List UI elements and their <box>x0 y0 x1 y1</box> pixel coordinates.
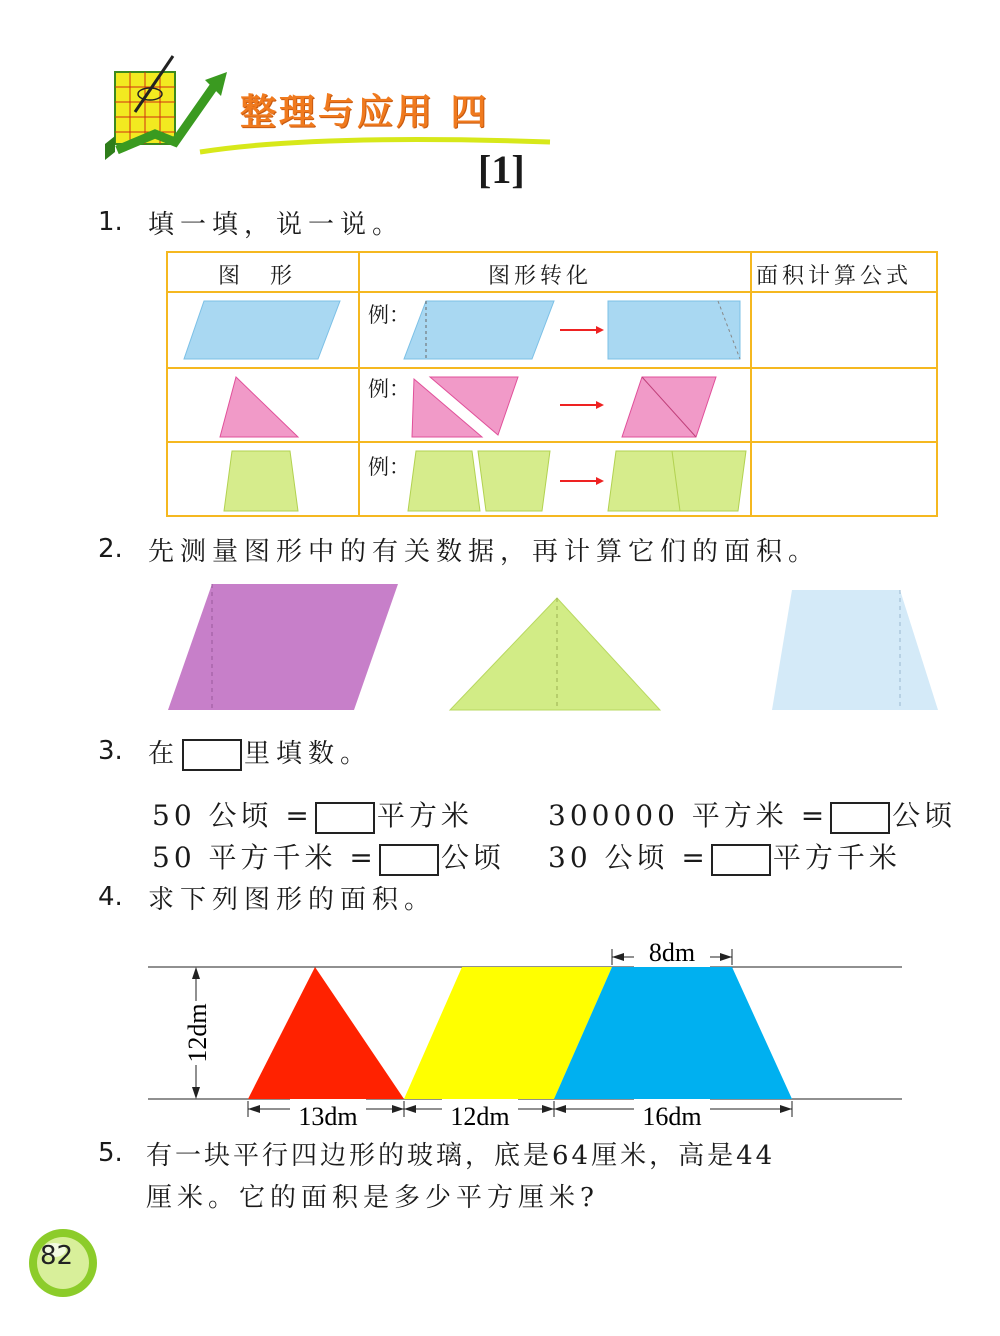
question-4-text: 求下列图形的面积。 <box>148 885 437 915</box>
example-label-row1: 例： <box>368 303 410 327</box>
table-header-formula: 面积计算公式 <box>756 264 913 289</box>
question-5-line2: 厘米。它的面积是多少平方厘米? <box>146 1183 599 1213</box>
conversion-1-left: 50 公顷 = <box>152 799 313 832</box>
label-height: 12dm <box>183 1003 212 1063</box>
conversion-4-unit: 平方千米 <box>772 841 901 874</box>
question-3-text <box>148 733 372 771</box>
label-base3: 16dm <box>642 1102 702 1131</box>
question-5-line1: 有一块平行四边形的玻璃，底是64厘米，高是44 <box>146 1141 776 1171</box>
conversion-1 <box>152 794 473 834</box>
answer-box-1[interactable] <box>315 802 375 834</box>
blue-trapezoid <box>772 590 938 710</box>
conversion-4-left: 30 公顷 = <box>548 841 709 874</box>
parallelogram-result-3 <box>608 451 746 511</box>
conversion-2 <box>548 794 956 834</box>
table-header-shape: 图 形 <box>218 264 297 289</box>
answer-box-3[interactable] <box>379 844 439 876</box>
lesson-number: [1] <box>478 147 525 192</box>
shape-conversion-table <box>166 251 938 517</box>
question-5-number: 5. <box>98 1138 123 1168</box>
rectangle-result <box>608 301 740 359</box>
conversion-2-left: 300000 平方米 = <box>548 799 829 832</box>
page-number: 82 <box>40 1241 74 1271</box>
example-label-row2: 例： <box>368 377 410 401</box>
conversion-3-unit: 公顷 <box>440 841 505 874</box>
parallelogram-shape <box>184 301 340 359</box>
label-top: 8dm <box>648 938 696 967</box>
table-header-conversion: 图形转化 <box>488 264 593 289</box>
example-label-row3: 例： <box>368 455 410 479</box>
conversion-3-left: 50 平方千米 = <box>152 841 377 874</box>
question-3-number: 3. <box>98 736 123 766</box>
question-1-number: 1. <box>98 207 123 237</box>
conversion-2-unit: 公顷 <box>892 799 957 832</box>
question-3-text-before: 在 <box>148 739 181 769</box>
question-2-number: 2. <box>98 534 123 564</box>
answer-box-sample <box>182 739 242 771</box>
table-shapes <box>168 253 940 519</box>
green-triangle <box>450 598 660 710</box>
trapezoid-example-a <box>408 451 480 511</box>
triangle-shape <box>220 377 298 437</box>
section-title: 整理与应用 四 <box>240 92 490 133</box>
area-figures <box>140 935 920 1135</box>
conversion-4 <box>548 836 901 876</box>
purple-parallelogram <box>168 584 398 710</box>
question-2-text: 先测量图形中的有关数据，再计算它们的面积。 <box>148 537 821 567</box>
measure-shapes <box>160 580 950 716</box>
red-triangle <box>248 967 404 1099</box>
label-base2: 12dm <box>450 1102 510 1131</box>
conversion-1-unit: 平方米 <box>376 799 473 832</box>
label-base1: 13dm <box>298 1102 358 1131</box>
question-4-number: 4. <box>98 882 123 912</box>
trapezoid-shape <box>224 451 298 511</box>
conversion-3 <box>152 836 505 876</box>
answer-box-2[interactable] <box>830 802 890 834</box>
question-1-text: 填一填，说一说。 <box>148 210 405 240</box>
answer-box-4[interactable] <box>711 844 771 876</box>
trapezoid-example-b <box>478 451 550 511</box>
question-3-text-after: 里填数。 <box>244 739 373 769</box>
